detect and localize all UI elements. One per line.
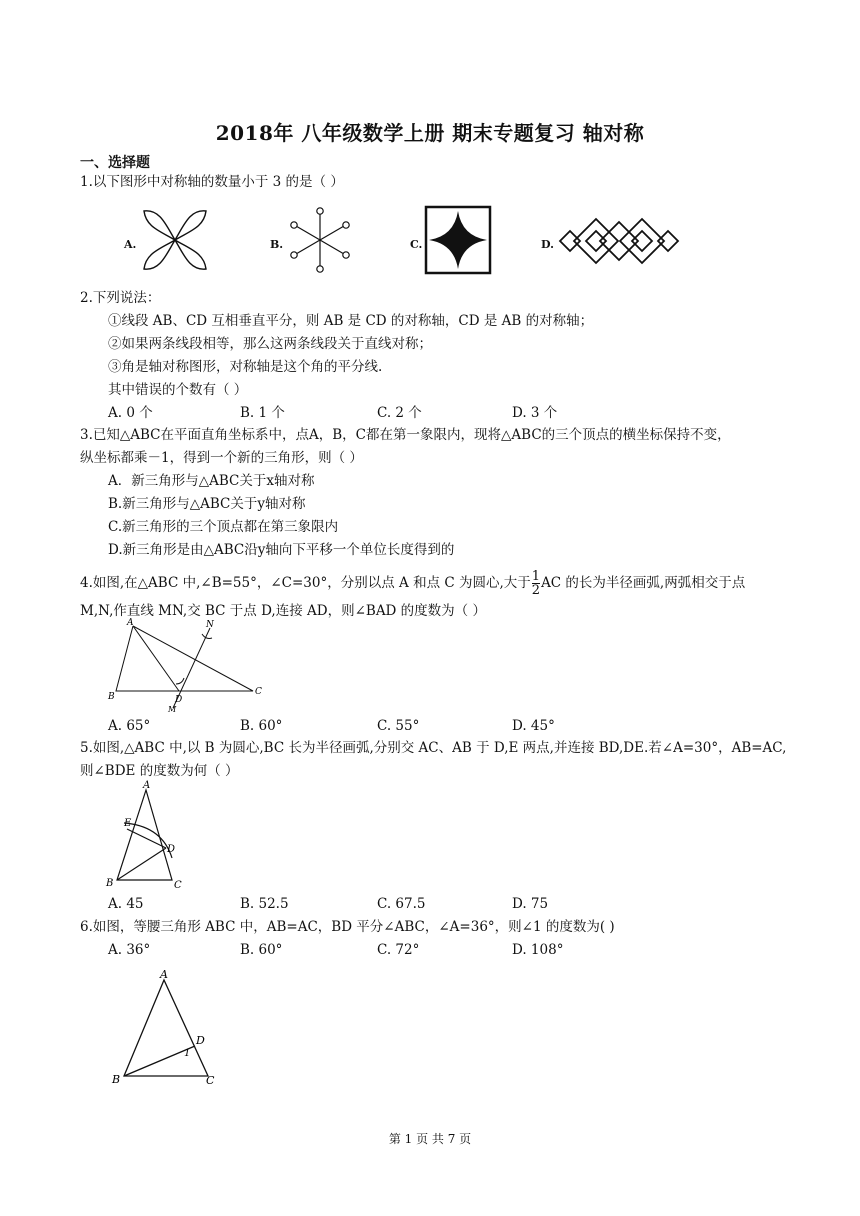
q4-label-a: A — [127, 618, 134, 628]
q4-line-2: M,N,作直线 MN,交 BC 于点 D,连接 AD，则∠BAD 的度数为（ ） — [80, 603, 486, 619]
q2-option-d: D. 3 个 — [512, 405, 558, 421]
q3-option-d: D.新三角形是由△ABC沿y轴向下平移一个单位长度得到的 — [108, 542, 455, 558]
q5-label-c: C — [174, 880, 182, 891]
q4-fraction-denominator: 2 — [531, 583, 541, 598]
q6-option-b: B. 60° — [240, 942, 283, 958]
q5-option-d: D. 75 — [512, 896, 549, 912]
q1-label-b: B. — [270, 238, 284, 251]
q6-option-a: A. 36° — [108, 942, 151, 958]
q4-option-c: C. 55° — [377, 718, 420, 734]
q4-figure-triangle — [106, 618, 266, 718]
q6-figure-triangle — [108, 970, 223, 1090]
page-title: 2018年 八年级数学上册 期末专题复习 轴对称 — [215, 121, 645, 145]
q4-fraction-numerator: 1 — [531, 569, 541, 584]
q1-label-d: D. — [541, 238, 554, 251]
q1-stem: 1.以下图形中对称轴的数量小于 3 的是（ ） — [80, 174, 344, 190]
q4-line-1 — [80, 570, 745, 597]
q2-stem: 2.下列说法： — [80, 290, 161, 306]
q4-line-1b: AC 的长为半径画弧,两弧相交于点 — [541, 575, 746, 591]
q4-label-n: N — [206, 620, 214, 630]
q4-option-b: B. 60° — [240, 718, 283, 734]
q2-option-a: A. 0 个 — [108, 405, 153, 421]
q5-figure-triangle — [102, 778, 192, 893]
q6-option-c: C. 72° — [377, 942, 420, 958]
q2-statement-3: ③角是轴对称图形，对称轴是这个角的平分线. — [108, 359, 383, 375]
q4-label-m: M — [168, 705, 177, 714]
q2-ask: 其中错误的个数有（ ） — [108, 382, 248, 398]
q3-option-c: C.新三角形的三个顶点都在第三象限内 — [108, 519, 339, 535]
q5-label-b: B — [106, 878, 114, 889]
q6-label-b: B — [112, 1073, 121, 1086]
q1-figure-b-six-point-star — [286, 205, 354, 275]
q6-label-angle-1: 1 — [184, 1048, 191, 1059]
section-heading: 一、选择题 — [80, 155, 150, 171]
q2-statement-2: ②如果两条线段相等，那么这两条线段关于直线对称； — [108, 336, 432, 352]
q3-line-1: 3.已知△ABC在平面直角坐标系中，点A，B，C都在第一象限内，现将△ABC的三个顶点的横坐标保持不变， — [80, 427, 731, 443]
q1-figure-c-square-with-star — [424, 205, 492, 275]
q1-label-c: C. — [410, 238, 423, 251]
q1-figure-a-four-petal-flower — [140, 205, 210, 275]
q6-label-a: A — [160, 968, 168, 981]
q1-figure-d-linked-diamonds — [556, 213, 682, 269]
q5-option-a: A. 45 — [108, 896, 144, 912]
q6-label-d: D — [196, 1034, 205, 1047]
q5-option-b: B. 52.5 — [240, 896, 289, 912]
page-footer: 第 1 页 共 7 页 — [388, 1132, 472, 1146]
q2-option-c: C. 2 个 — [377, 405, 422, 421]
q4-label-b: B — [108, 692, 115, 702]
q6-label-c: C — [206, 1074, 215, 1087]
q3-line-2: 纵坐标都乘－1，得到一个新的三角形，则（ ） — [80, 450, 363, 466]
q1-label-a: A. — [124, 238, 137, 251]
q4-option-d: D. 45° — [512, 718, 555, 734]
q6-option-d: D. 108° — [512, 942, 564, 958]
q5-label-d: D — [167, 844, 176, 855]
q4-fraction — [532, 570, 540, 597]
q3-option-a: A．新三角形与△ABC关于x轴对称 — [108, 473, 315, 489]
q5-line-2: 则∠BDE 的度数为何（ ） — [80, 763, 239, 779]
q5-line-1: 5.如图,△ABC 中,以 B 为圆心,BC 长为半径画弧,分别交 AC、AB 于 D,E 两点,并连接 BD,DE.若∠A=30°，AB=AC, — [80, 740, 787, 756]
q2-statement-1: ①线段 AB、CD 互相垂直平分，则 AB 是 CD 的对称轴，CD 是 AB 的对称轴； — [108, 313, 594, 329]
q4-option-a: A. 65° — [108, 718, 151, 734]
q4-label-d: D — [175, 695, 183, 705]
q5-label-e: E — [124, 818, 132, 829]
q5-option-c: C. 67.5 — [377, 896, 426, 912]
q3-option-b: B.新三角形与△ABC关于y轴对称 — [108, 496, 306, 512]
q4-label-c: C — [255, 687, 262, 697]
q2-option-b: B. 1 个 — [240, 405, 285, 421]
q6-line-1: 6.如图，等腰三角形 ABC 中，AB=AC，BD 平分∠ABC，∠A=36°，则∠1 的度数为( ) — [80, 919, 615, 935]
q5-label-a: A — [143, 780, 151, 791]
q4-line-1a: 4.如图,在△ABC 中,∠B=55°，∠C=30°，分别以点 A 和点 C 为圆心,大于 — [80, 575, 531, 591]
